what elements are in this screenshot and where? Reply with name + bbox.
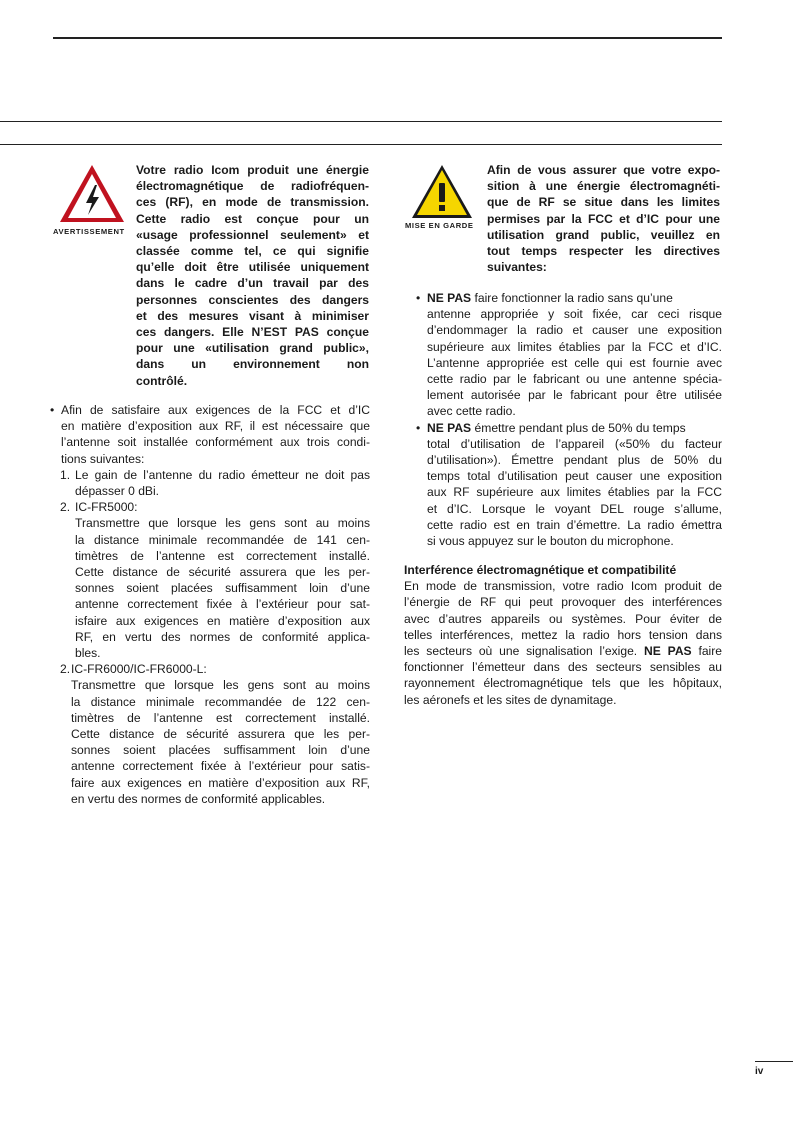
- text-line: l’antenne soit installée conformément aux trois condi-: [61, 435, 370, 450]
- emi-heading: Interférence électromagnétique et compatibilité: [404, 563, 677, 577]
- text-line: Cette distance de sécurité assurera que les per-: [75, 565, 370, 580]
- bullet-text: [427, 420, 722, 550]
- caution-text: [487, 162, 720, 275]
- text-line: rayonnement électromagnétique tels que les hôpitaux,: [404, 676, 722, 691]
- bullet-marker: •: [50, 403, 55, 417]
- text-line: timètres de l’antenne est correctement installé.: [71, 710, 370, 725]
- warning-label: AVERTISSEMENT: [53, 227, 125, 236]
- text-line: Cette radio est conçue pour un: [136, 211, 369, 226]
- text-line: permises par la FCC et d’IC pour une: [487, 211, 720, 226]
- item-text: [75, 467, 370, 499]
- text-line: qu’elle doit être utilisée uniquement: [136, 260, 369, 275]
- bullet-text: [427, 290, 722, 420]
- text-line: d’utilisation»). Émettre pendant plus de 50% du: [427, 453, 722, 468]
- top-rule: [53, 37, 722, 39]
- item-text: [71, 661, 370, 807]
- text-line: tions suivantes:: [61, 451, 145, 466]
- warning-lightning-icon: [58, 163, 126, 225]
- warning-text: [136, 162, 369, 389]
- caution-exclamation-icon: [410, 163, 474, 221]
- text-line: «usage professionnel seulement» et: [136, 227, 369, 242]
- text-line: les secteurs où une signalisation l’exige.: [404, 644, 645, 659]
- text-line: Cette distance de sécurité assurera que les per-: [71, 727, 370, 742]
- item-number: 2.: [60, 500, 71, 515]
- text-line: temps total d’utilisation peut causer une exposition: [427, 469, 722, 484]
- text-line: Afin de vous assurer que votre expo-: [487, 163, 720, 177]
- text-line: et des mesures visant à minimiser: [136, 308, 369, 323]
- text-line: en matière d’exposition aux RF, il est nécessaire que: [61, 419, 370, 434]
- text-line: d’endommager la radio et causer une exposition: [427, 323, 722, 338]
- caution-label: MISE EN GARDE: [405, 221, 474, 230]
- item-body: [75, 515, 370, 661]
- text-line: la distance minimale recommandée de 141 cen-: [75, 532, 370, 547]
- fcc-bullet: [50, 402, 370, 467]
- text-line: ces dangers. Elle N’EST PAS conçue: [136, 325, 369, 340]
- text-line: RF, en vertu des normes de conformité applica-: [75, 629, 370, 644]
- text-line: timètres de l’antenne est correctement installé.: [75, 548, 370, 563]
- ne-pas-strong: NE PAS: [644, 644, 692, 659]
- text-line: en vertu des normes de conformité applicables.: [71, 791, 326, 806]
- text-line: avec d’autres appareils ou systèmes. Pour éviter de: [404, 611, 722, 626]
- text-line: dans le cadre d’un travail par des: [136, 276, 369, 291]
- text-line: Le gain de l’antenne du radio émetteur ne doit pas: [75, 467, 370, 482]
- text-line: total d’utilisation de l’appareil («50% du facteur: [427, 436, 722, 451]
- text-line: que de RF se situe dans les limites: [487, 195, 720, 210]
- text-line: si vous appuyez sur le bouton du microphone.: [427, 534, 674, 549]
- bullet-first-text: faire fonctionner la radio sans qu’une: [474, 291, 673, 305]
- text-line: sition à une énergie électromagnéti-: [487, 179, 720, 194]
- text-line: antenne appropriée y soit fixée, car ceci risque: [427, 307, 722, 322]
- text-line: supérieure aux limites établies par la FCC et d’IC.: [427, 339, 722, 354]
- text-line: lement autorisée par le fabricant pour être utilisée: [427, 388, 722, 403]
- text-line: dépasser 0 dBi.: [75, 484, 160, 499]
- item-text: [75, 499, 370, 661]
- text-line: classée comme tel, ce qui signifie: [136, 244, 369, 259]
- text-line: En mode de transmission, votre radio Icom produit de: [404, 579, 722, 594]
- emi-section: [404, 562, 722, 708]
- text-line: antenne correctement fixée à l’extérieur pour sat-: [75, 597, 370, 612]
- ne-pas-strong: NE PAS: [427, 420, 472, 435]
- list-item: [60, 661, 370, 807]
- text-line: et d’IC. Lorsque le voyant DEL rouge s’allume,: [427, 501, 722, 516]
- fcc-bullet-text: [61, 402, 370, 467]
- bullet-first-text: émettre pendant plus de 50% du temps: [474, 420, 686, 435]
- bullet-first-line: [427, 290, 722, 306]
- header-rule-2: [0, 144, 722, 145]
- text-line: faire aux exigences en matière d’exposition aux RF,: [71, 775, 370, 790]
- text-line: tout temps respecter les directives: [487, 244, 720, 259]
- bullet-body: [427, 436, 722, 549]
- bullet-marker: •: [416, 420, 421, 435]
- ne-pas-bullet-duty: [416, 420, 722, 550]
- list-item: [60, 499, 370, 661]
- text-line: l’énergie de RF qui peut provoquer des interférences: [404, 595, 722, 610]
- text-line: pour une «utilisation grand public»,: [136, 341, 369, 356]
- emi-body: [404, 578, 722, 643]
- text-line: aux RF supérieure aux limites établies par la FCC: [427, 485, 722, 500]
- ne-pas-bullet-antenna: [416, 290, 722, 420]
- left-column: [50, 402, 370, 807]
- text-line: sonnes soient placées suffisamment loin d’une: [71, 743, 370, 758]
- text-line: électromagnétique de radiofréquen-: [136, 179, 369, 194]
- text-line: contrôlé.: [136, 373, 188, 388]
- bullet-body: [427, 306, 722, 419]
- text-line: cette radio par le fabricant ou une antenne spécia-: [427, 372, 722, 387]
- bullet-first-line: [427, 420, 722, 436]
- item-title: IC-FR5000:: [75, 500, 138, 515]
- item-body: [71, 677, 370, 807]
- text-line: antenne correctement fixée à l’extérieur pour satis-: [71, 759, 370, 774]
- item-number: 1.: [60, 467, 71, 482]
- item-number: 2.: [60, 662, 71, 677]
- item-title: IC-FR6000/IC-FR6000-L:: [71, 662, 207, 677]
- text-line: les aéronefs et les sites de dynamitage.: [404, 692, 617, 707]
- text-line: telles interférences, mettez la radio hors tension dans: [404, 627, 722, 642]
- emi-tail: [404, 659, 722, 708]
- page-number-rule: [755, 1061, 793, 1062]
- page-number: iv: [755, 1066, 764, 1077]
- header-rule-1: [0, 121, 722, 122]
- text-line: isfaire aux exigences en matière d’exposition aux: [75, 613, 370, 628]
- bullet-marker: •: [416, 291, 421, 305]
- text-line: avec cette radio.: [427, 404, 516, 419]
- text-line: bles.: [75, 646, 101, 661]
- text-fragment: faire: [691, 644, 722, 659]
- text-line: dans un environnement non: [136, 357, 369, 372]
- right-column: [416, 290, 722, 549]
- text-line: Votre radio Icom produit une énergie: [136, 163, 369, 177]
- text-line: Afin de satisfaire aux exigences de la FCC et d’IC: [61, 403, 370, 417]
- text-line: sonnes soient placées suffisamment loin d’une: [75, 581, 370, 596]
- emi-ne-pas-line: [404, 643, 722, 659]
- text-line: fonctionner l’émetteur dans des secteurs sensibles au: [404, 660, 722, 675]
- text-line: utilisation grand public, veuillez en: [487, 227, 720, 242]
- list-item: [60, 467, 370, 499]
- condition-list: [60, 467, 370, 807]
- text-line: la distance minimale recommandée de 122 cen-: [71, 694, 370, 709]
- text-line: ces (RF), en mode de transmission.: [136, 195, 369, 210]
- text-line: Transmettre que lorsque les gens sont au moins: [71, 678, 370, 693]
- text-line: L’antenne appropriée est celle qui est fournie avec: [427, 355, 722, 370]
- text-line: personnes conscientes des dangers: [136, 292, 369, 307]
- text-line: suivantes:: [487, 260, 547, 275]
- text-line: Transmettre que lorsque les gens sont au moins: [75, 516, 370, 531]
- text-line: cette radio est en train d’émettre. La radio émettra: [427, 517, 722, 532]
- ne-pas-strong: NE PAS: [427, 291, 472, 305]
